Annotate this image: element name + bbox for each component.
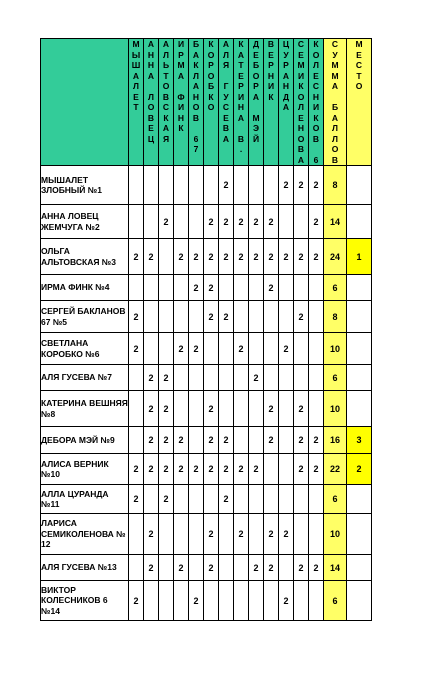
score-cell: 2 — [249, 239, 264, 275]
score-cell — [144, 333, 159, 365]
score-cell — [159, 333, 174, 365]
column-header-label: К А Т Е Р И Н А В . — [237, 39, 245, 154]
score-cell: 2 — [129, 485, 144, 514]
score-cell — [264, 581, 279, 621]
score-cell: 2 — [204, 301, 219, 333]
score-cell: 2 — [309, 166, 324, 205]
score-cell — [219, 275, 234, 301]
score-cell: 2 — [234, 205, 249, 239]
score-cell: 2 — [309, 555, 324, 581]
score-cell: 2 — [144, 365, 159, 391]
score-cell — [129, 205, 144, 239]
column-header — [249, 39, 264, 166]
score-cell — [234, 555, 249, 581]
score-cell — [174, 391, 189, 427]
score-cell: 2 — [279, 514, 294, 555]
score-cell: 2 — [219, 454, 234, 485]
score-cell: 2 — [279, 333, 294, 365]
participant-name: ВИКТОР КОЛЕСНИКОВ 6 №14 — [41, 581, 129, 621]
score-cell — [294, 275, 309, 301]
score-cell: 2 — [219, 239, 234, 275]
score-cell — [219, 514, 234, 555]
sum-cell: 10 — [324, 514, 347, 555]
score-cell: 2 — [264, 239, 279, 275]
score-cell — [249, 581, 264, 621]
score-cell — [204, 581, 219, 621]
table-row — [41, 427, 372, 454]
column-header — [144, 39, 159, 166]
place-cell: 1 — [347, 239, 372, 275]
score-cell: 2 — [159, 205, 174, 239]
score-cell — [129, 166, 144, 205]
sum-cell: 16 — [324, 427, 347, 454]
score-cell — [189, 514, 204, 555]
score-cell — [144, 581, 159, 621]
column-header-label: Б А К Л А Н О В 6 7 — [192, 39, 200, 154]
score-cell — [144, 485, 159, 514]
score-cell: 2 — [309, 239, 324, 275]
sum-cell: 6 — [324, 275, 347, 301]
score-cell — [309, 514, 324, 555]
score-cell: 2 — [219, 427, 234, 454]
table-row — [41, 333, 372, 365]
score-cell: 2 — [174, 427, 189, 454]
score-cell — [219, 555, 234, 581]
score-cell: 2 — [144, 454, 159, 485]
score-cell — [249, 166, 264, 205]
score-cell — [204, 333, 219, 365]
place-cell — [347, 333, 372, 365]
participant-name: АЛЯ ГУСЕВА №13 — [41, 555, 129, 581]
score-cell — [174, 365, 189, 391]
column-header-label: М Е С Т О — [355, 39, 363, 91]
score-cell — [189, 391, 204, 427]
score-cell: 2 — [129, 454, 144, 485]
column-header-label: А Н Н А Л О В Е Ц — [147, 39, 155, 144]
column-header-label: К О Л Е С Н И К О В 6 — [312, 39, 320, 165]
score-cell: 2 — [174, 555, 189, 581]
score-cell — [249, 514, 264, 555]
corner-cell — [41, 39, 129, 166]
score-cell: 2 — [204, 205, 219, 239]
score-cell: 2 — [294, 301, 309, 333]
column-header — [279, 39, 294, 166]
score-cell: 2 — [249, 454, 264, 485]
score-cell — [159, 514, 174, 555]
score-cell — [264, 333, 279, 365]
column-header-label: К О Р О Б К О — [207, 39, 215, 112]
column-header — [234, 39, 249, 166]
score-cell — [264, 485, 279, 514]
score-cell: 2 — [204, 239, 219, 275]
score-cell — [144, 275, 159, 301]
score-cell: 2 — [294, 391, 309, 427]
score-cell: 2 — [204, 391, 219, 427]
score-cell: 2 — [294, 454, 309, 485]
table-row — [41, 454, 372, 485]
score-cell — [294, 581, 309, 621]
table-row — [41, 205, 372, 239]
score-cell: 2 — [174, 454, 189, 485]
score-cell — [249, 301, 264, 333]
place-cell — [347, 205, 372, 239]
score-cell — [234, 301, 249, 333]
column-header — [129, 39, 144, 166]
score-cell: 2 — [309, 205, 324, 239]
score-cell: 2 — [204, 454, 219, 485]
score-cell — [174, 301, 189, 333]
score-cell: 2 — [159, 391, 174, 427]
score-cell — [309, 391, 324, 427]
score-cell — [159, 581, 174, 621]
score-cell: 2 — [189, 333, 204, 365]
score-cell — [234, 166, 249, 205]
score-cell — [309, 275, 324, 301]
score-cell: 2 — [159, 485, 174, 514]
place-cell — [347, 485, 372, 514]
table-row — [41, 514, 372, 555]
score-cell: 2 — [129, 333, 144, 365]
place-cell — [347, 581, 372, 621]
score-cell — [234, 391, 249, 427]
score-cell — [174, 514, 189, 555]
score-cell: 2 — [219, 166, 234, 205]
score-cell: 2 — [144, 391, 159, 427]
table-row — [41, 581, 372, 621]
score-cell — [249, 485, 264, 514]
score-cell — [189, 555, 204, 581]
score-cell — [279, 391, 294, 427]
score-cell: 2 — [249, 365, 264, 391]
score-cell — [219, 333, 234, 365]
table-row — [41, 275, 372, 301]
sum-cell: 14 — [324, 555, 347, 581]
score-cell: 2 — [189, 239, 204, 275]
score-cell — [159, 301, 174, 333]
participant-name: КАТЕРИНА ВЕШНЯЯ №8 — [41, 391, 129, 427]
sum-cell: 6 — [324, 485, 347, 514]
score-cell — [189, 485, 204, 514]
score-cell — [129, 555, 144, 581]
score-cell: 2 — [159, 365, 174, 391]
score-cell — [159, 275, 174, 301]
sum-cell: 6 — [324, 365, 347, 391]
score-cell: 2 — [294, 239, 309, 275]
column-header-label: Д Е Б О Р А М Э Й — [252, 39, 260, 144]
score-cell — [189, 205, 204, 239]
score-cell — [144, 205, 159, 239]
score-cell: 2 — [279, 239, 294, 275]
score-cell: 2 — [174, 333, 189, 365]
place-cell — [347, 275, 372, 301]
score-cell — [129, 275, 144, 301]
score-cell: 2 — [204, 427, 219, 454]
score-cell: 2 — [294, 166, 309, 205]
table-row — [41, 365, 372, 391]
score-cell: 2 — [144, 514, 159, 555]
score-cell — [174, 166, 189, 205]
score-cell — [294, 514, 309, 555]
column-header — [309, 39, 324, 166]
participant-name: АЛИСА ВЕРНИК №10 — [41, 454, 129, 485]
score-cell — [279, 555, 294, 581]
participant-name: ОЛЬГА АЛЬТОВСКАЯ №3 — [41, 239, 129, 275]
participant-name: АННА ЛОВЕЦ ЖЕМЧУГА №2 — [41, 205, 129, 239]
score-cell: 2 — [189, 454, 204, 485]
column-header-label: С У М М А Б А Л Л О В — [331, 39, 339, 165]
score-cell — [234, 365, 249, 391]
header-row — [41, 39, 372, 166]
score-cell — [309, 485, 324, 514]
table-row — [41, 239, 372, 275]
place-cell: 3 — [347, 427, 372, 454]
score-cell — [279, 275, 294, 301]
score-cell — [174, 485, 189, 514]
score-cell — [309, 581, 324, 621]
score-cell: 2 — [159, 454, 174, 485]
score-cell: 2 — [189, 275, 204, 301]
score-cell — [234, 581, 249, 621]
score-cell — [174, 581, 189, 621]
column-header — [189, 39, 204, 166]
score-cell — [249, 333, 264, 365]
score-cell: 2 — [309, 427, 324, 454]
score-cell: 2 — [234, 454, 249, 485]
score-cell: 2 — [204, 555, 219, 581]
sum-cell: 14 — [324, 205, 347, 239]
score-cell — [294, 365, 309, 391]
score-cell — [219, 581, 234, 621]
score-cell — [204, 166, 219, 205]
score-cell — [264, 301, 279, 333]
score-cell — [249, 391, 264, 427]
column-header — [264, 39, 279, 166]
score-cell: 2 — [204, 514, 219, 555]
score-cell: 2 — [279, 166, 294, 205]
column-header-label: М Ы Ш А Л Е Т — [131, 39, 141, 112]
score-cell — [234, 485, 249, 514]
sum-cell: 10 — [324, 333, 347, 365]
score-cell — [279, 301, 294, 333]
score-cell — [159, 555, 174, 581]
column-header — [174, 39, 189, 166]
score-cell: 2 — [144, 239, 159, 275]
column-header — [347, 39, 372, 166]
score-cell: 2 — [129, 581, 144, 621]
score-cell: 2 — [264, 205, 279, 239]
score-cell — [189, 365, 204, 391]
place-cell — [347, 391, 372, 427]
score-cell — [234, 275, 249, 301]
table-row — [41, 391, 372, 427]
column-header-label: А Л Ь Т О В С К А Я — [162, 39, 170, 144]
score-cell: 2 — [234, 239, 249, 275]
score-cell — [279, 205, 294, 239]
column-header-label: А Л Я Г У С Е В А — [222, 39, 230, 144]
column-header — [159, 39, 174, 166]
score-cell: 2 — [309, 454, 324, 485]
score-cell: 2 — [279, 581, 294, 621]
score-cell — [129, 427, 144, 454]
score-cell: 2 — [264, 427, 279, 454]
score-cell — [249, 427, 264, 454]
column-header-label: Ц У Р А Н Д А — [282, 39, 290, 112]
sum-cell: 22 — [324, 454, 347, 485]
sum-cell: 8 — [324, 301, 347, 333]
sum-cell: 8 — [324, 166, 347, 205]
score-table — [40, 38, 372, 621]
score-cell: 2 — [249, 205, 264, 239]
participant-name: ЛАРИСА СЕМИКОЛЕНОВА № 12 — [41, 514, 129, 555]
score-cell — [189, 427, 204, 454]
participant-name: АЛЯ ГУСЕВА №7 — [41, 365, 129, 391]
score-cell — [294, 485, 309, 514]
column-header — [324, 39, 347, 166]
score-cell — [129, 391, 144, 427]
score-cell — [264, 365, 279, 391]
score-cell: 2 — [264, 514, 279, 555]
table-body — [41, 166, 372, 621]
score-cell — [264, 166, 279, 205]
table-row — [41, 485, 372, 514]
score-cell — [189, 301, 204, 333]
sum-cell: 10 — [324, 391, 347, 427]
score-cell — [144, 301, 159, 333]
score-cell — [174, 275, 189, 301]
column-header-label: И Р М А Ф И Н К — [177, 39, 185, 133]
score-cell: 2 — [249, 555, 264, 581]
score-cell — [294, 205, 309, 239]
participant-name: ИРМА ФИНК №4 — [41, 275, 129, 301]
score-cell — [129, 514, 144, 555]
score-cell: 2 — [219, 205, 234, 239]
score-cell — [159, 239, 174, 275]
score-cell: 2 — [234, 333, 249, 365]
score-cell — [144, 166, 159, 205]
score-cell — [309, 301, 324, 333]
column-header — [294, 39, 309, 166]
score-cell — [249, 275, 264, 301]
score-cell — [279, 485, 294, 514]
score-cell: 2 — [219, 485, 234, 514]
score-cell: 2 — [129, 239, 144, 275]
score-cell — [189, 166, 204, 205]
participant-name: СВЕТЛАНА КОРОБКО №6 — [41, 333, 129, 365]
participant-name: АЛЛА ЦУРАНДА №11 — [41, 485, 129, 514]
score-cell — [279, 427, 294, 454]
place-cell — [347, 365, 372, 391]
score-cell — [204, 485, 219, 514]
score-cell — [309, 365, 324, 391]
column-header-label: В Е Р Н И К — [267, 39, 275, 102]
score-cell: 2 — [144, 555, 159, 581]
score-cell — [234, 427, 249, 454]
score-cell — [159, 166, 174, 205]
place-cell — [347, 166, 372, 205]
score-cell: 2 — [129, 301, 144, 333]
score-cell: 2 — [144, 427, 159, 454]
place-cell — [347, 555, 372, 581]
column-header — [219, 39, 234, 166]
score-cell — [129, 365, 144, 391]
score-cell: 2 — [159, 427, 174, 454]
place-cell: 2 — [347, 454, 372, 485]
column-header — [204, 39, 219, 166]
score-cell — [279, 454, 294, 485]
sum-cell: 6 — [324, 581, 347, 621]
score-cell: 2 — [264, 391, 279, 427]
participant-name: СЕРГЕЙ БАКЛАНОВ 67 №5 — [41, 301, 129, 333]
place-cell — [347, 301, 372, 333]
participant-name: ДЕБОРА МЭЙ №9 — [41, 427, 129, 454]
score-cell — [219, 365, 234, 391]
score-cell — [294, 333, 309, 365]
score-cell: 2 — [264, 275, 279, 301]
score-cell: 2 — [234, 514, 249, 555]
score-cell: 2 — [174, 239, 189, 275]
score-cell: 2 — [189, 581, 204, 621]
score-cell — [279, 365, 294, 391]
score-cell — [264, 454, 279, 485]
score-cell: 2 — [204, 275, 219, 301]
score-cell — [204, 365, 219, 391]
participant-name: МЫШАЛЕТ ЗЛОБНЫЙ №1 — [41, 166, 129, 205]
score-cell: 2 — [294, 555, 309, 581]
table-row — [41, 301, 372, 333]
score-cell: 2 — [294, 427, 309, 454]
column-header-label: С Е М И К О Л Е Н О В А — [297, 39, 305, 165]
score-cell: 2 — [219, 301, 234, 333]
table-row — [41, 555, 372, 581]
sum-cell: 24 — [324, 239, 347, 275]
score-cell — [309, 333, 324, 365]
score-cell — [174, 205, 189, 239]
score-cell: 2 — [264, 555, 279, 581]
score-cell — [219, 391, 234, 427]
place-cell — [347, 514, 372, 555]
table-row — [41, 166, 372, 205]
